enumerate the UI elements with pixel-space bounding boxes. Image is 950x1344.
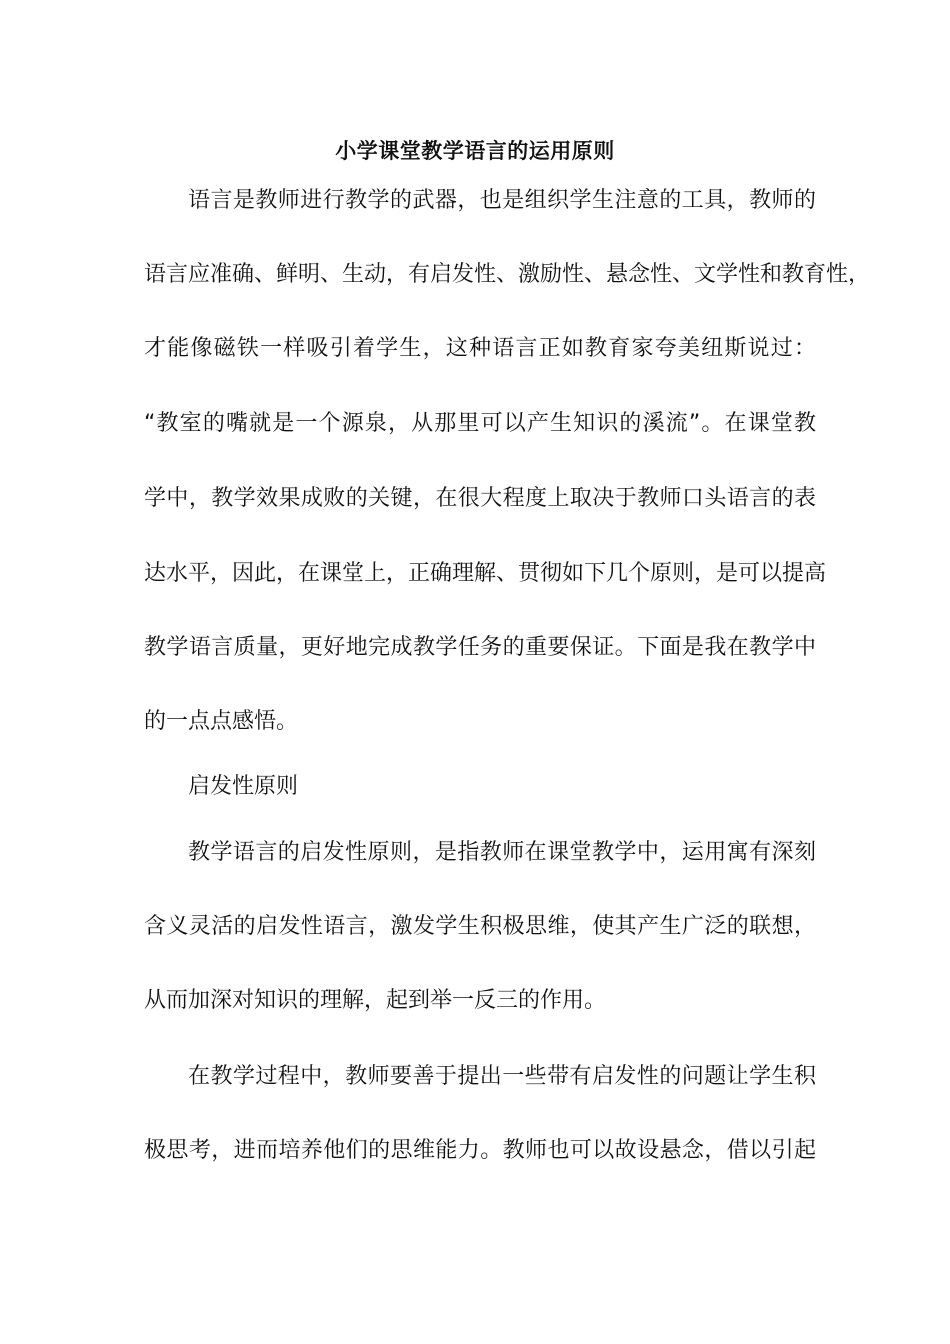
paragraph-3-line-2: 极思考，进而培养他们的思维能力。教师也可以故设悬念，借以引起: [144, 1138, 816, 1163]
paragraph-1-line-3: 才能像磁铁一样吸引着学生，这种语言正如教育家夸美纽斯说过：: [144, 336, 816, 361]
paragraph-2-line-2: 含义灵活的启发性语言，激发学生积极思维，使其产生广泛的联想，: [144, 914, 816, 939]
paragraph-1-line-2: 语言应准确、鲜明、生动，有启发性、激励性、悬念性、文学性和教育性，: [144, 262, 871, 287]
paragraph-2-line-3: 从而加深对知识的理解，起到举一反三的作用。: [144, 988, 607, 1013]
paragraph-3-line-1: 在教学过程中，教师要善于提出一些带有启发性的问题让学生积: [188, 1064, 816, 1089]
paragraph-1-line-4: “教室的嘴就是一个源泉，从那里可以产生知识的溪流”。在课堂教: [144, 411, 816, 436]
document-title: 小学课堂教学语言的运用原则: [335, 139, 615, 163]
paragraph-2-line-1: 教学语言的启发性原则，是指教师在课堂教学中，运用寓有深刻: [188, 840, 816, 865]
paragraph-1-line-5: 学中，教学效果成败的关键，在很大程度上取决于教师口头语言的表: [144, 486, 816, 511]
paragraph-1-line-6: 达水平，因此，在课堂上，正确理解、贯彻如下几个原则，是可以提高: [144, 561, 827, 586]
paragraph-1-line-1: 语言是教师进行教学的武器，也是组织学生注意的工具，教师的: [188, 188, 816, 213]
paragraph-1-line-7: 教学语言质量，更好地完成教学任务的重要保证。下面是我在教学中: [144, 635, 816, 660]
section-heading: 启发性原则: [188, 774, 299, 799]
paragraph-1-line-8: 的一点点感悟。: [144, 709, 299, 734]
